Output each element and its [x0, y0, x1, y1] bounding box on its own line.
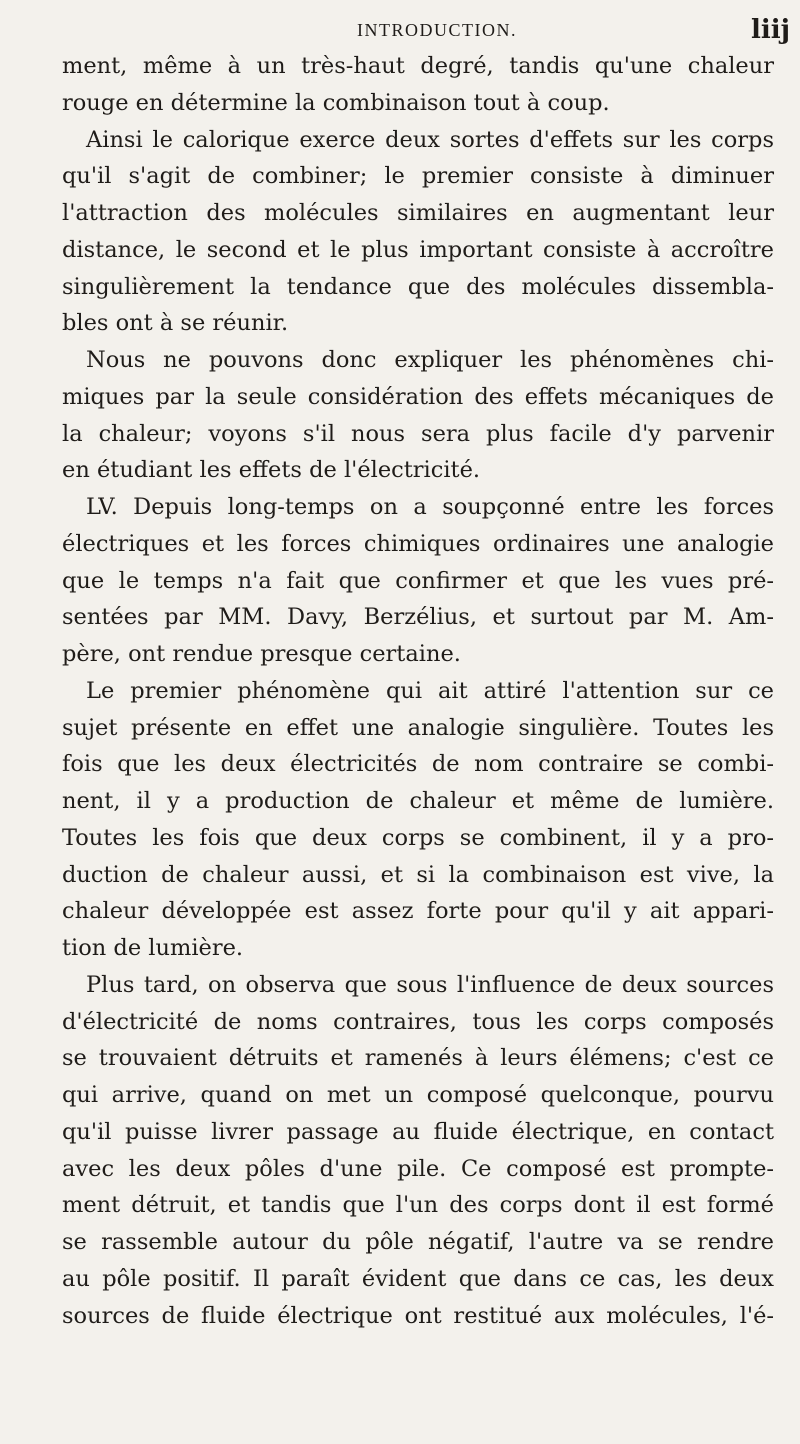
- text-line: en étudiant les effets de l'électricité.: [62, 457, 481, 484]
- text-line: l'attraction des molécules similaires en augmentant leur: [62, 200, 774, 226]
- text-line: Nous ne pouvons donc expliquer les phénomènes chi-: [86, 347, 774, 373]
- text-line: se rassemble autour du pôle négatif, l'autre va se rendre: [62, 1229, 774, 1255]
- text-line: ment, même à un très-haut degré, tandis qu'une chaleur: [62, 53, 774, 79]
- text-line: distance, le second et le plus important consiste à accroître: [62, 236, 774, 263]
- text-line: singulièrement la tendance que des molécules dissembla-: [62, 273, 774, 300]
- text-line: nent, il y a production de chaleur et même de lumière.: [62, 788, 774, 814]
- text-line: avec les deux pôles d'une pile. Ce composé est prompte-: [62, 1155, 774, 1182]
- page-number: liij: [751, 15, 791, 45]
- text-line: sentées par MM. Davy, Berzélius, et surtout par M. Am-: [62, 604, 774, 631]
- text-line: qu'il puisse livrer passage au fluide électrique, en contact: [62, 1118, 774, 1145]
- text-line: au pôle positif. Il paraît évident que dans ce cas, les deux: [62, 1265, 774, 1292]
- text-line: Toutes les fois que deux corps se combinent, il y a pro-: [62, 824, 774, 851]
- text-line: rouge en détermine la combinaison tout à coup.: [62, 89, 610, 116]
- text-line: électriques et les forces chimiques ordinaires une analogie: [62, 530, 774, 557]
- text-line: tion de lumière.: [62, 935, 244, 961]
- text-line: duction de chaleur aussi, et si la combinaison est vive, la: [62, 861, 774, 888]
- text-line: père, ont rendue presque certaine.: [62, 641, 461, 667]
- text-line: bles ont à se réunir.: [62, 310, 289, 337]
- text-line: sujet présente en effet une analogie singulière. Toutes les: [62, 714, 774, 741]
- text-line: chaleur développée est assez forte pour qu'il y ait appari-: [62, 898, 774, 925]
- text-line: Plus tard, on observa que sous l'influence de deux sources: [86, 971, 774, 998]
- text-line: se trouvaient détruits et ramenés à leurs élémens; c'est ce: [62, 1045, 774, 1072]
- text-line: Ainsi le calorique exerce deux sortes d'effets sur les corps: [86, 126, 774, 153]
- text-line: LV. Depuis long-temps on a soupçonné entre les forces: [86, 494, 774, 520]
- body-text: [62, 48, 774, 1334]
- text-line: miques par la seule considération des effets mécaniques de: [62, 383, 774, 410]
- text-line: ment détruit, et tandis que l'un des corps dont il est formé: [62, 1192, 774, 1219]
- running-head: [0, 10, 800, 50]
- running-title: INTRODUCTION.: [357, 20, 517, 40]
- text-line: la chaleur; voyons s'il nous sera plus facile d'y parvenir: [62, 420, 774, 447]
- text-line: fois que les deux électricités de nom contraire se combi-: [62, 751, 774, 778]
- text-line: qu'il s'agit de combiner; le premier consiste à diminuer: [62, 163, 774, 190]
- text-line: Le premier phénomène qui ait attiré l'attention sur ce: [86, 677, 774, 704]
- text-line: sources de fluide électrique ont restitué aux molécules, l'é-: [62, 1302, 774, 1329]
- text-line: que le temps n'a fait que confirmer et que les vues pré-: [62, 567, 774, 594]
- text-line: qui arrive, quand on met un composé quelconque, pourvu: [62, 1082, 774, 1108]
- text-line: d'électricité de noms contraires, tous les corps composés: [62, 1008, 774, 1035]
